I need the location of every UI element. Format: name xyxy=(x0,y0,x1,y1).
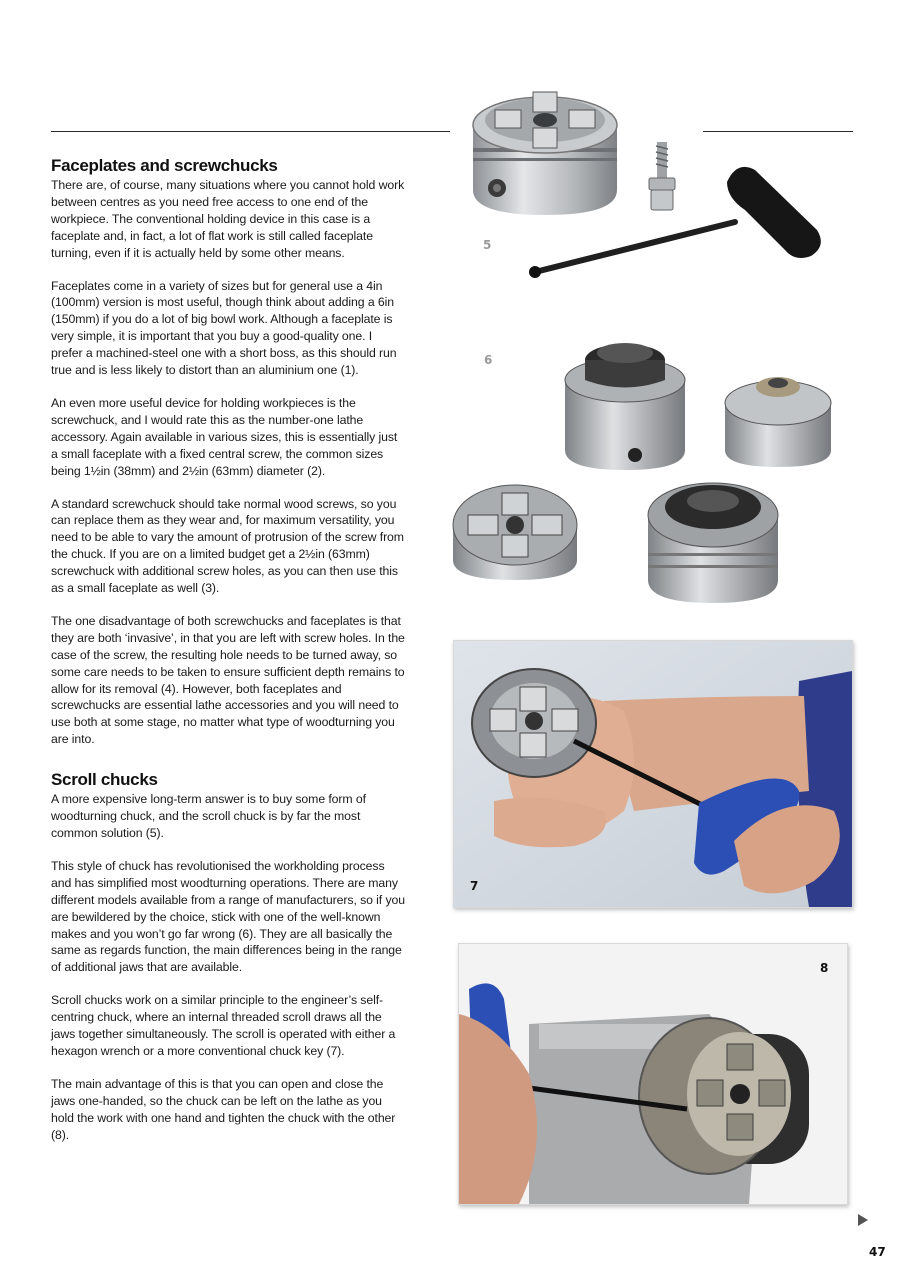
hands-tightening-chuck-photo-icon xyxy=(454,641,852,907)
section-heading-scroll-chucks: Scroll chucks xyxy=(51,770,158,790)
figure-8 xyxy=(458,943,848,1205)
article-column xyxy=(51,156,406,1160)
paragraph: The main advantage of this is that you can open and close the jaws one-handed, so the chuck can be left on the lathe as you hold the work with one hand and tighten the chuck with the other (8). xyxy=(51,1076,396,1142)
paragraph: Faceplates come in a variety of sizes but for general use a 4in (100mm) version is most useful, though think about adding a 6in (150mm) if you do a lot of big bowl work. Although a faceplate is very simple, it is important that you buy a good-quality one. I prefer a machined-steel one with a short boss, as this should run true and is less likely to distort than an aluminium one (1). xyxy=(51,278,397,378)
figure-7 xyxy=(453,640,853,908)
figure-6-label: 6 xyxy=(484,353,493,367)
figure-8-label: 8 xyxy=(820,961,829,975)
paragraph: An even more useful device for holding workpieces is the screwchuck, and I would rate this as the number-one lathe accessory. Again available in various sizes, this is essentially just a small faceplate with a fixed central screw, the common sizes being 1½in (38mm) and 2½in (63mm) diameter (2). xyxy=(51,395,398,478)
figure-7-label: 7 xyxy=(470,879,479,893)
paragraph: There are, of course, many situations where you cannot hold work between centres as you need free access to one end of the workpiece. The conventional holding device in this case is a faceplate and, in fact, a lot of flat work is still called faceplate turning, even if it is actually held by some other means. xyxy=(51,178,405,260)
four-scroll-chucks-icon xyxy=(450,325,840,615)
chuck-on-lathe-photo-icon xyxy=(459,944,847,1204)
paragraph: The one disadvantage of both screwchucks and faceplates is that they are both ‘invasive’, in that you are left with screw holes. In the case of the screw, the resulting hole needs to be turned away, so some care needs to be taken to ensure sufficient depth remains to allow for its removal (4). However, both faceplates and screwchucks are essential lathe accessories and you will need to use both at some stage, no matter what type of woodturning you are into. xyxy=(51,613,405,747)
paragraph: Scroll chucks work on a similar principle to the engineer’s self-centring chuck, where an internal threaded scroll draws all the jaws together simultaneously. The scroll is operated with either a hexagon wrench or a more conventional chuck key (7). xyxy=(51,993,396,1058)
next-page-arrow-icon[interactable] xyxy=(858,1214,868,1226)
paragraph: This style of chuck has revolutionised the workholding process and has simplified most woodturning operations. There are many different models available from a range of manufacturers, so if you are bewildered by the choice, stick with one of the well-known makes and you won’t go far wrong (6). They are all basically the same as regards function, the main differences being in the range of additional jaws that are available. xyxy=(51,858,405,975)
top-rule-left xyxy=(51,131,450,132)
section-heading-faceplates: Faceplates and screwchucks xyxy=(51,156,278,175)
scroll-chuck-with-hex-wrench-icon xyxy=(465,70,835,285)
figure-5-label: 5 xyxy=(483,238,492,252)
figure-5 xyxy=(465,70,835,285)
page-number: 47 xyxy=(869,1245,886,1259)
paragraph: A standard screwchuck should take normal wood screws, so you can replace them as they wear and, for maximum versatility, you need to be able to vary the amount of protrusion of the screw from the chuck. If you are on a limited budget get a 2½in (63mm) screwchuck with additional screw holes, as you can then use this as a small faceplate as well (3). xyxy=(51,496,404,596)
figure-6 xyxy=(450,325,840,615)
paragraph: A more expensive long-term answer is to buy some form of woodturning chuck, and the scroll chuck is by far the most common solution (5). xyxy=(51,792,366,840)
